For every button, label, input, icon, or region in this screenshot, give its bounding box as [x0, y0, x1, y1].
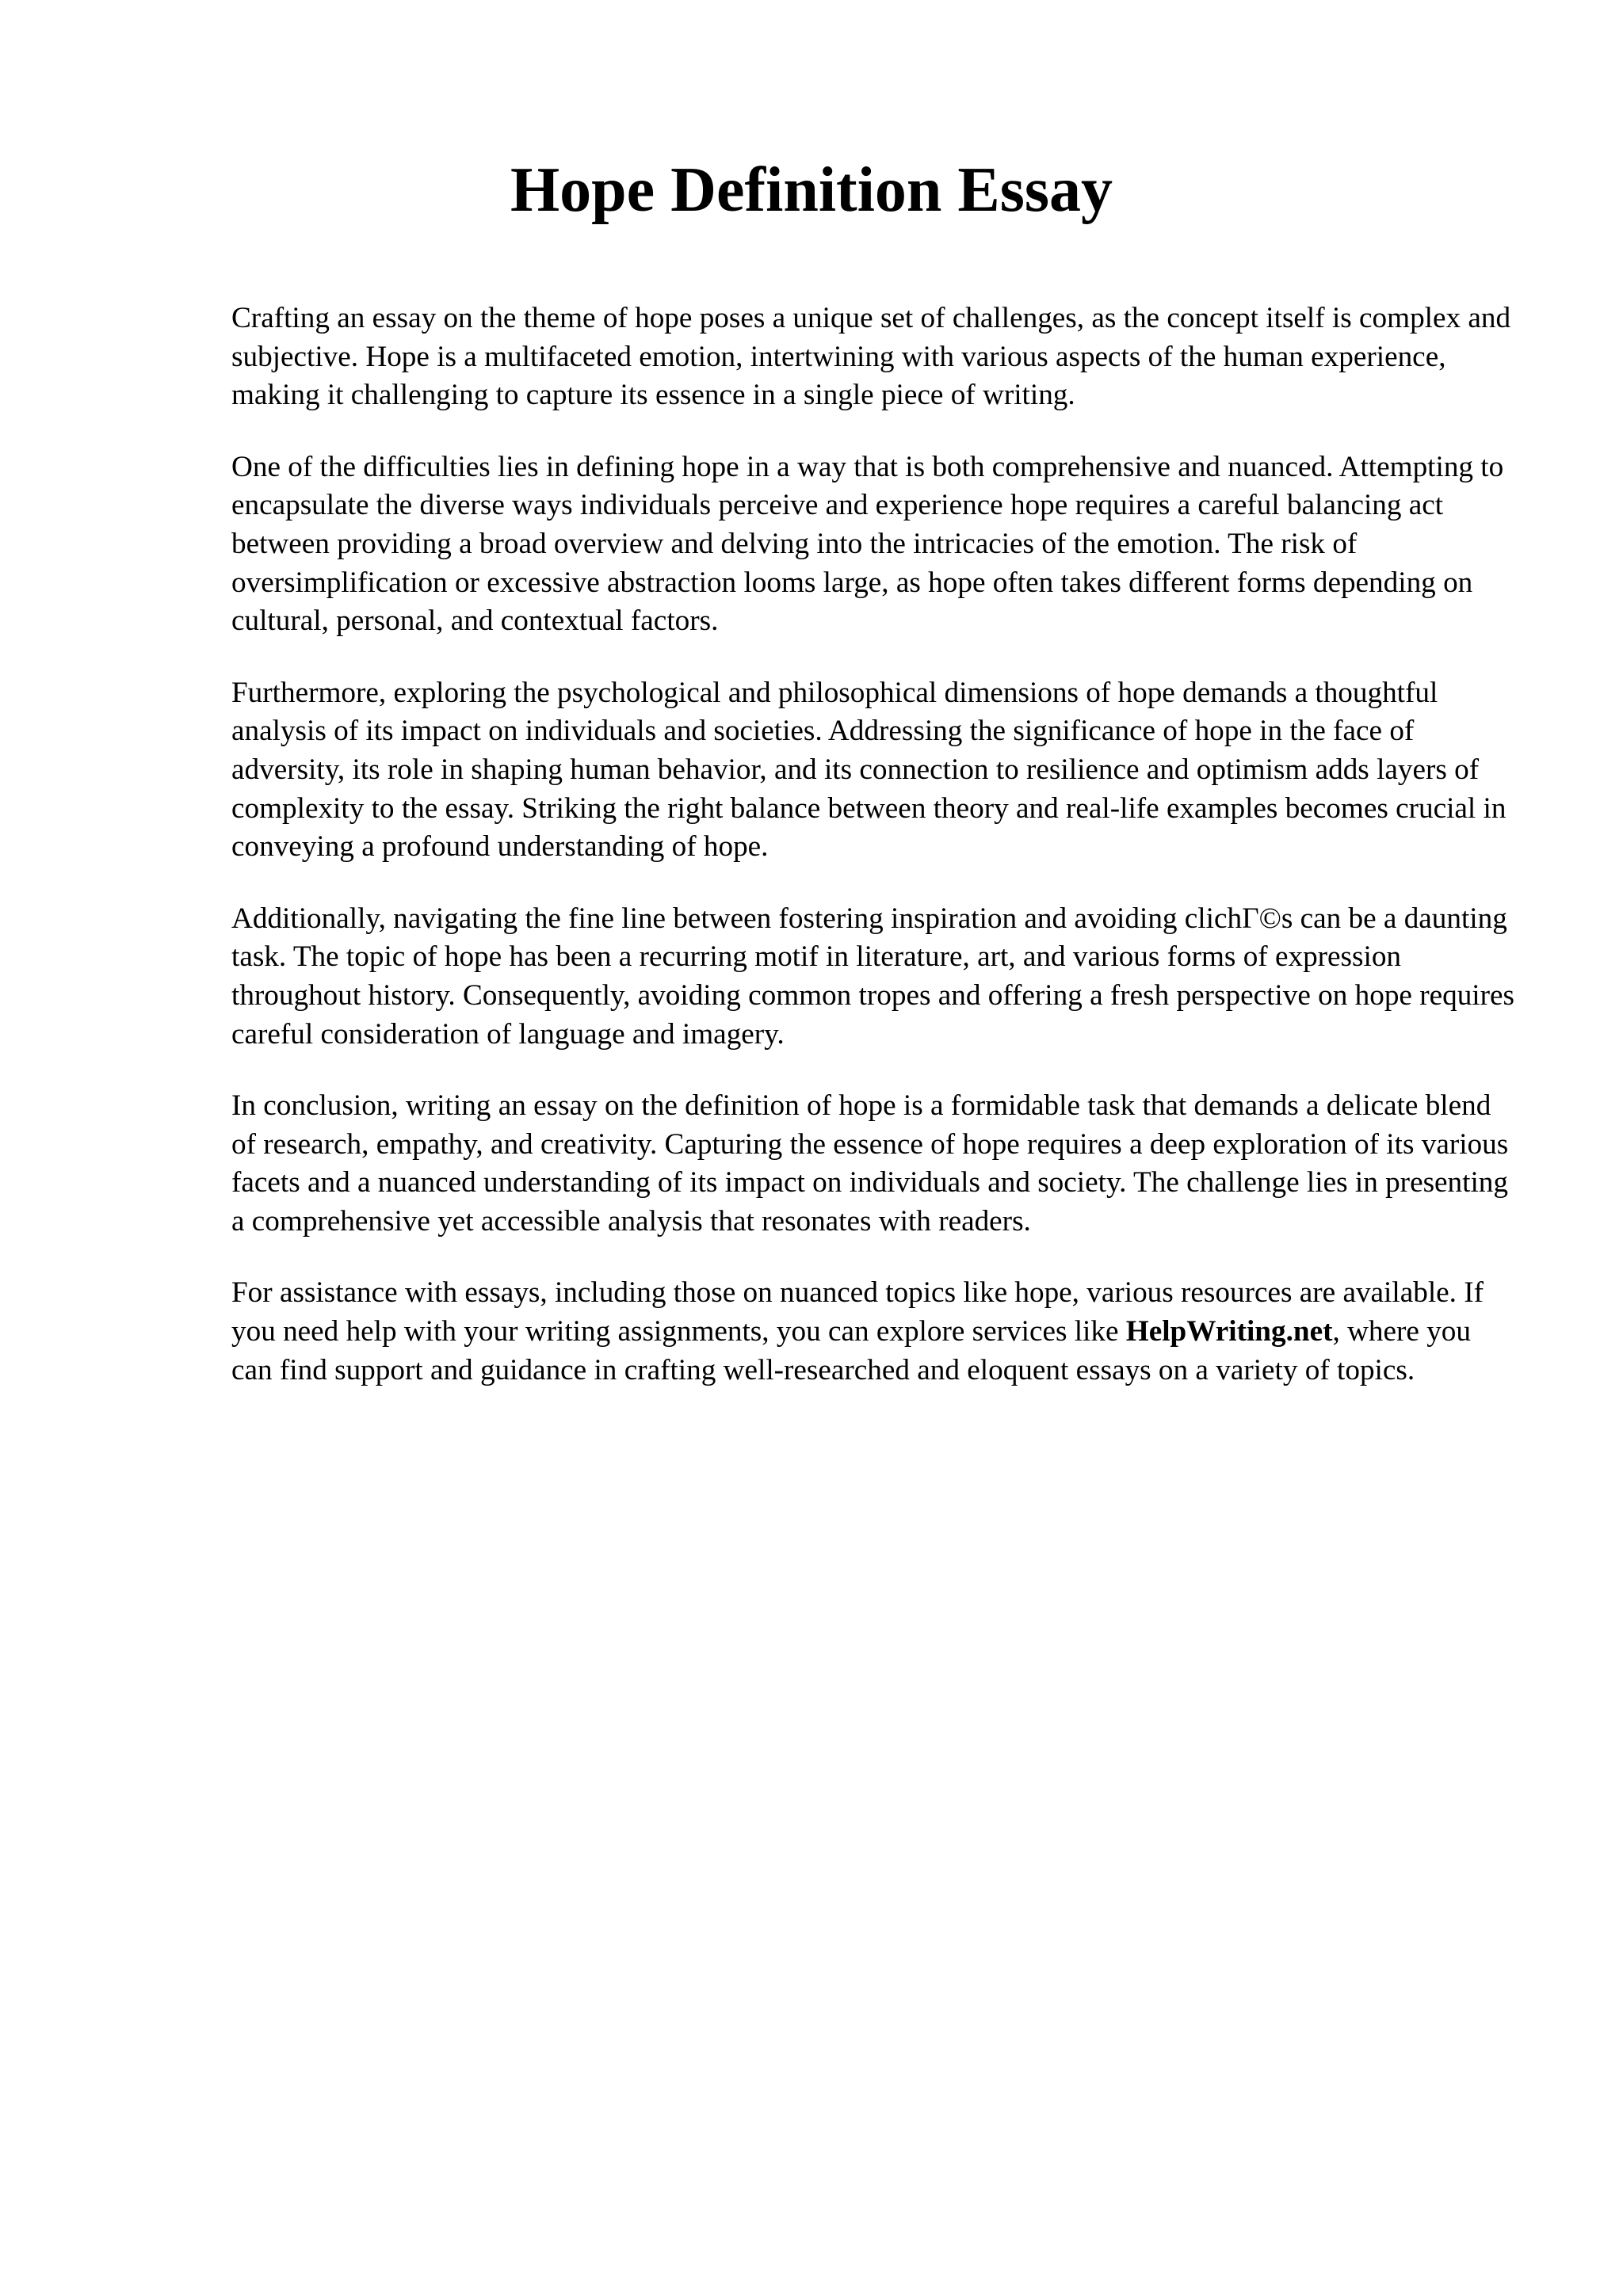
- closing-text-before-link: For assistance with essays, including those on nuanced topics like hope, various resources are available. If you need help with your writing assignments, you can explore services like: [231, 1276, 1484, 1348]
- helpwriting-link[interactable]: HelpWriting.net: [1125, 1315, 1333, 1348]
- essay-body: [231, 299, 1515, 1423]
- essay-title: Hope Definition Essay: [510, 155, 1113, 225]
- paragraph-dimensions: Furthermore, exploring the psychological and philosophical dimensions of hope demands a thoughtful analysis of its impact on individuals and societies. Addressing the significance of hope in the face of adversity, its role in shaping human behavior, and its connection to resilience and optimism adds layers of complexity to the essay. Striking the right balance between theory and real-life examples becomes crucial in conveying a profound understanding of hope.: [231, 676, 1507, 864]
- paragraph-difficulties: One of the difficulties lies in defining hope in a way that is both comprehensive and nuanced. Attempting to encapsulate the diverse ways individuals perceive and experience hope requires a careful balancing act between providing a broad overview and delving into the intricacies of the emotion. The risk of oversimplification or excessive abstraction looms large, as hope often takes different forms depending on cultural, personal, and contextual factors.: [231, 450, 1504, 638]
- paragraph-closing: [231, 1274, 1515, 1390]
- closing-text-after-link: , where you can find support and guidance in crafting well-researched and eloquent essays on a variety of topics.: [231, 1315, 1471, 1386]
- paragraph-cliches: Additionally, navigating the fine line between fostering inspiration and avoiding clichΓ©s can be a daunting task. The topic of hope has been a recurring motif in literature, art, and various forms of expression throughout history. Consequently, avoiding common tropes and offering a fresh perspective on hope requires careful consideration of language and imagery.: [231, 902, 1514, 1051]
- paragraph-conclusion: In conclusion, writing an essay on the definition of hope is a formidable task that demands a delicate blend of research, empathy, and creativity. Capturing the essence of hope requires a deep exploration of its various facets and a nuanced understanding of its impact on individuals and society. The challenge lies in presenting a comprehensive yet accessible analysis that resonates with readers.: [231, 1089, 1509, 1238]
- paragraph-intro: Crafting an essay on the theme of hope poses a unique set of challenges, as the concept itself is complex and subjective. Hope is a multifaceted emotion, intertwining with various aspects of the human experience, making it challenging to capture its essence in a single piece of writing.: [231, 302, 1511, 412]
